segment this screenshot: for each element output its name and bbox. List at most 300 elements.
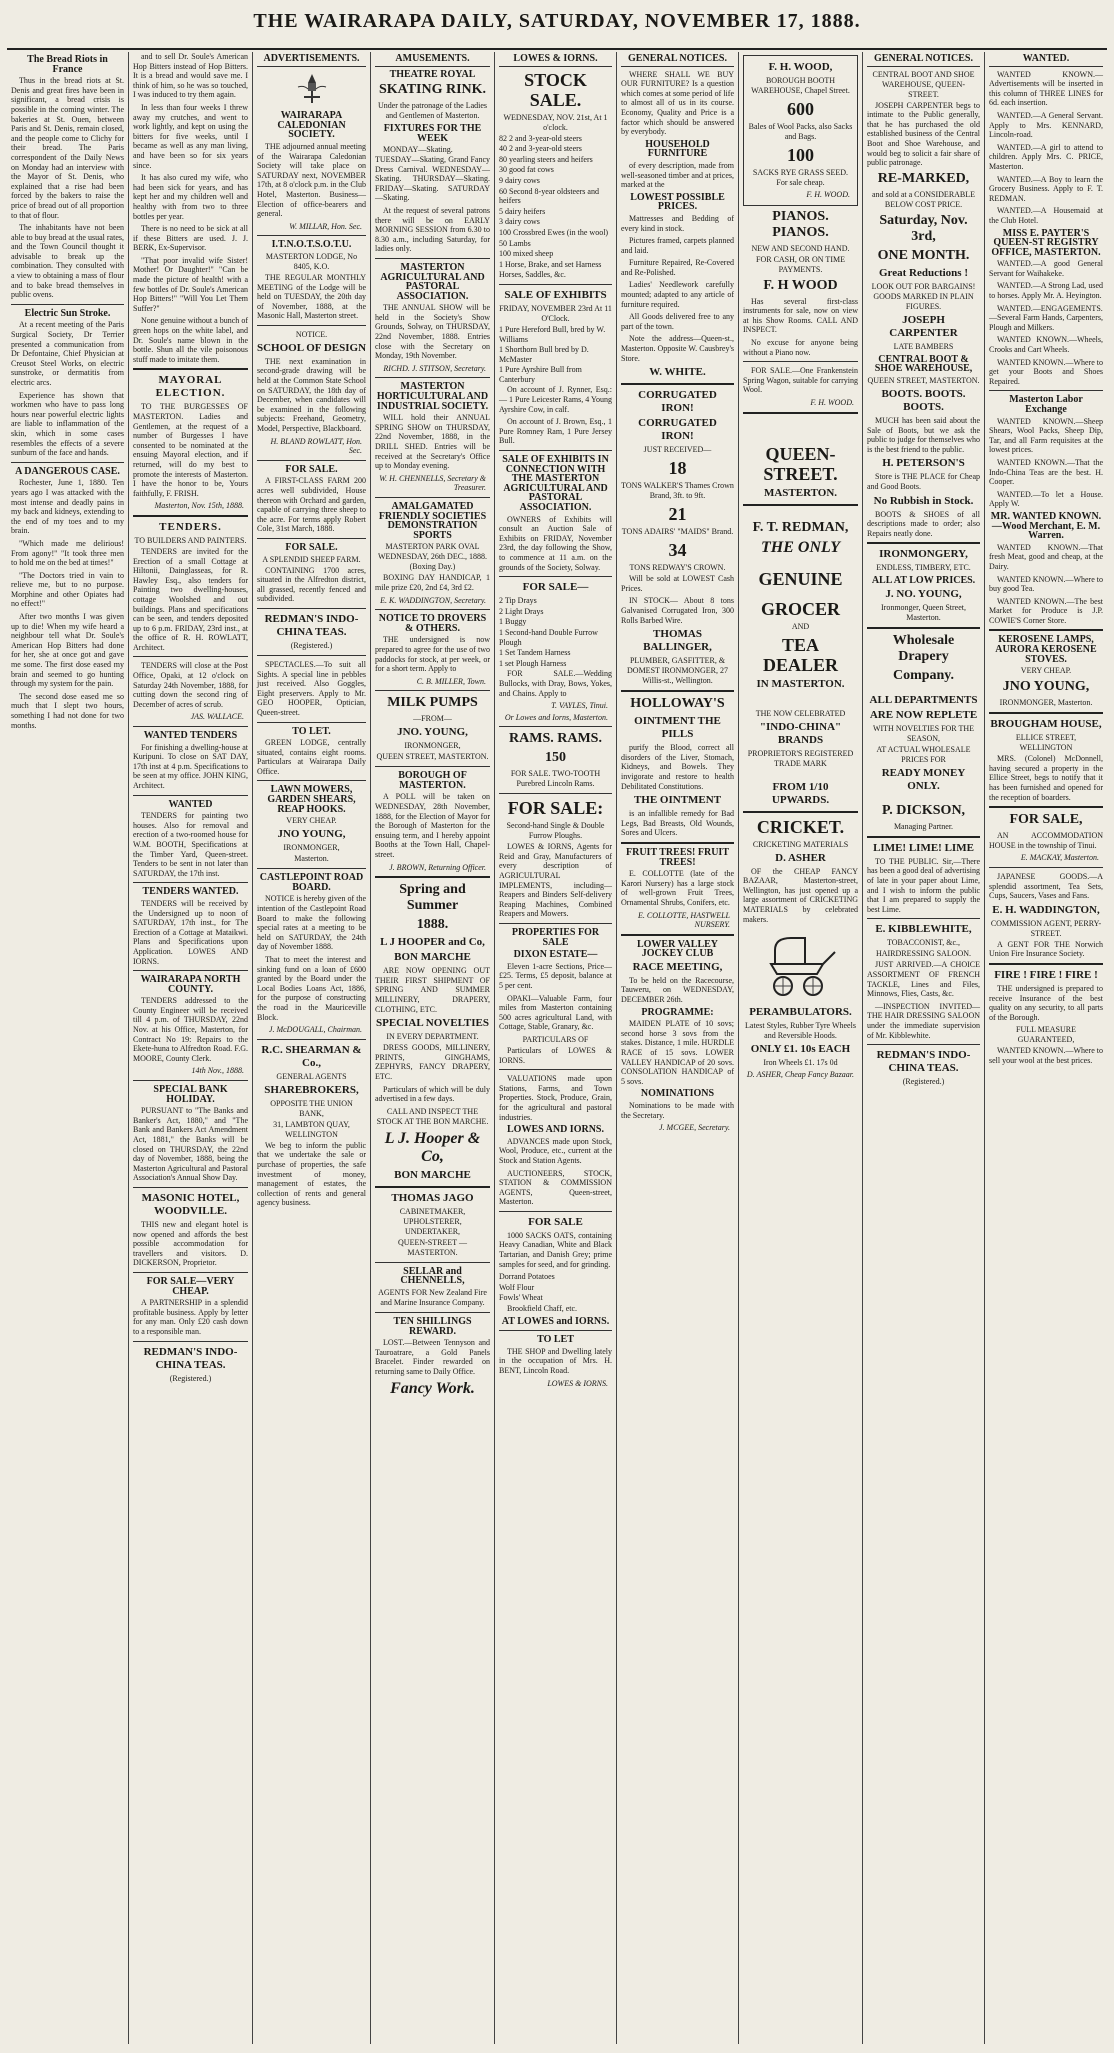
ad-heading: PIANOS. PIANOS.: [772, 208, 829, 240]
ad-heading: I.T.N.O.T.S.O.T.U.: [271, 239, 352, 251]
ad-text: OF the CHEAP FANCY BAZAAR, Masterton-street, Wellington, has just opened up a large assortment of CRICKETING MATERIALS by celebrated makers.: [743, 866, 858, 924]
ad-text: OPAKI—Valuable Farm, four miles from Masterton containing 500 acres agricultural Land, with Cottage, Stable, Granary, &c.: [499, 993, 612, 1032]
stock-list-item: 1 Shorthorn Bull bred by D. McMaster: [499, 345, 589, 364]
ad-heading: AMALGAMATED FRIENDLY SOCIETIES DEMONSTRATION SPORTS: [378, 500, 487, 541]
ad-subheading: CABINETMAKER, UPHOLSTERER, UNDERTAKER,: [399, 1206, 466, 1236]
ad-subheading: BOROUGH BOOTH WAREHOUSE, Chapel Street.: [751, 76, 850, 95]
ad-signature: E. K. WADDINGTON, Secretary.: [380, 595, 486, 605]
divider: [867, 627, 980, 629]
divider: [989, 963, 1103, 965]
divider: [621, 383, 734, 385]
ad-subheading: LATE BAMBERS: [893, 341, 954, 351]
divider: [133, 726, 248, 727]
ad-text: WANTED.—A good General Servant for Waihakeke.: [989, 259, 1103, 278]
ad-subheading: and sold at a CONSIDERABLE BELOW COST PRICE.: [871, 189, 976, 209]
ad-text: Particulars of which will be duly advertised in a few days.: [375, 1084, 490, 1104]
ad-heading: HOLLOWAY'S: [630, 696, 725, 712]
ad-text: JOSEPH CARPENTER begs to intimate to the Public generally, that he has purchased the old established business of the Central Boot and Shoe Warehouse, and would beg to solicit a fair share of public patronage.: [867, 100, 980, 168]
ad-signature: E. MACKAY, Masterton.: [1020, 853, 1099, 863]
article-paragraph: "The Doctors tried in vain to relieve me, but to no purpose. Morphine and other Opiates had no effect!": [11, 570, 124, 609]
divider: [499, 450, 612, 451]
divider: [499, 1330, 612, 1331]
stock-list-item: 1 set Plough Harness: [499, 658, 567, 668]
article-heading: A DANGEROUS CASE.: [15, 465, 120, 477]
divider: [499, 576, 612, 577]
column-4: [371, 52, 495, 2044]
ad-heading: SPECIAL NOVELTIES: [375, 1017, 489, 1030]
stock-list-item: 1 Second-hand Double Furrow Plough: [499, 627, 598, 647]
ad-heading: NOTICE TO DROVERS & OTHERS.: [378, 613, 487, 634]
ad-subheading: CRICKETING MATERIALS: [752, 839, 849, 849]
ad-text: THE next examination in second-grade drawing will be held at the Common State School on SATURDAY, the 18th day of December, when candidates will be examined in the following subjects: Freehand, Geometry, Model, Perspective, Blackboard.: [257, 356, 366, 434]
ad-text: 1000 SACKS OATS, containing Heavy Canadian, White and Black Tartarian, and Danish Grey; prime samples for seed, and for grinding.: [499, 1230, 612, 1269]
ad-text: FOR SALE.—Wedding Bullocks, with Dray, Bows, Yokes, and Chains. Apply to: [499, 669, 612, 698]
ad-heading: KEROSENE LAMPS, AURORA KEROSENE STOVES.: [995, 634, 1097, 665]
ad-text: WANTED KNOWN.—Where to sell your wool at the best prices.: [989, 1046, 1103, 1065]
ad-text: WANTED.—A girl to attend to children. Apply Mrs. C. PRICE, Masterton.: [989, 142, 1103, 171]
column-5: [495, 52, 617, 2044]
ad-heading: HOUSEHOLD FURNITURE: [645, 138, 710, 160]
ad-subheading: NOTICE.: [295, 329, 328, 339]
ad-heading: TO LET.: [292, 725, 331, 737]
ad-text: OWNERS of Exhibits will consult an Auction Sale of Exhibits on FRIDAY, November 23rd, the day following the Show, to commence at 11 a.m. on the grounds of the Society, Solway.: [499, 514, 612, 572]
ad-subheading: LOOK OUT FOR BARGAINS! GOODS MARKED IN PLAIN FIGURES.: [871, 281, 976, 311]
divider: [133, 795, 248, 796]
stock-list-item: 50 Lambs: [499, 238, 531, 248]
divider: [11, 304, 124, 305]
column-7: [739, 52, 863, 2044]
ad-subheading: ENDLESS, TIMBERY, ETC.: [876, 563, 971, 573]
ad-subheading: IRONMONGER, Masterton.: [999, 698, 1093, 708]
ad-text: LOST.—Between Tennyson and Tauroatrare, a Gold Panels Bracelet. Finder rewarded on returning same to Daily Office.: [375, 1338, 490, 1376]
divider: [375, 497, 490, 498]
ad-subheading: —FROM—: [413, 714, 452, 724]
ad-signature: C. B. MILLER, Town.: [416, 676, 486, 686]
ad-heading: JNO. YOUNG,: [397, 726, 468, 739]
ad-subheading: Iron Wheels £1. 17s 0d: [763, 1058, 838, 1068]
divider: [375, 876, 490, 878]
ad-heading: LAWN MOWERS, GARDEN SHEARS, REAP HOOKS.: [267, 784, 356, 815]
ad-text: WANTED KNOWN.—Sheep Shears, Wool Packs, Sheep Dip, Tar, and all Farm requisites at the lowest prices.: [989, 416, 1103, 455]
ad-text: THE ANNUAL SHOW will be held in the Society's Show Grounds, Solway, on THURSDAY, 22nd November, 1888. Entries close with the Secretary on Monday, 19th November.: [375, 303, 490, 361]
divider: [743, 504, 858, 506]
ad-heading: SELLAR and CHENNELLS,: [400, 1265, 465, 1287]
ad-subheading: TONS WALKER'S Thames Crown Brand, 3ft. to 9ft.: [621, 481, 734, 501]
ad-subheading: VERY CHEAP.: [1020, 666, 1072, 676]
divider: [257, 780, 366, 781]
ad-text: WANTED.—A General Servant. Apply to Mrs. KENNARD, Lincoln-road.: [989, 110, 1103, 140]
divider: [375, 690, 490, 691]
ad-text: MRS. (Colonel) McDonnell, having secured a property in the Ellice Street, begs to notify that it has been furnished and opened for the reception of boarders.: [989, 754, 1103, 802]
ad-text: A FIRST-CLASS FARM 200 acres well subdivided, House thereon with Orchard and garden, capable of carrying three sheep to the acre. For terms apply Robert Cole, 31st March, 1888.: [257, 476, 366, 534]
ad-text: TENDERS are invited for the Erection of a small Cottage at Hiltonii, Dainglasseas, for R. Hawley Esq., also tenders for Painting two dwelling-houses, cottage Woolshed and out buildings. Plans and specifications can be seen, and tenders deposited up to 6 p.m. FRIDAY, 23rd inst., at the office of R. H. ROWLATT, Architect.: [133, 546, 248, 652]
ad-heading: MILK PUMPS: [387, 695, 478, 711]
ad-heading: FOR SALE.: [285, 463, 338, 475]
ad-text: A GENT FOR THE Norwich Union Fire Insurance Society.: [989, 939, 1103, 959]
ad-heading: R.C. SHEARMAN & Co.,: [261, 1043, 362, 1069]
article-paragraph: The inhabitants have not been able to buy bread at the usual rates, and the Town Council thought it advisable to break up the combination. They consulted with a view to obtaining a mass of flour and to bake bread themselves in public ovens.: [11, 223, 124, 300]
divider: [133, 970, 248, 971]
ad-heading: RAMS. RAMS.: [509, 731, 602, 747]
divider: [743, 811, 858, 813]
ad-heading: MASONIC HOTEL, WOODVILLE.: [141, 1191, 240, 1217]
ad-text: MUCH has been said about the Sale of Boots, but we ask the public to judge for themselves who is the best friend to the public.: [867, 415, 980, 454]
divider: [621, 842, 734, 844]
column-heading: GENERAL NOTICES.: [867, 52, 980, 67]
ad-signature: T. VAYLES, Tinui.: [551, 701, 608, 711]
ad-heading: E. KIBBLEWHITE,: [875, 923, 972, 936]
ad-date: 14th Nov., 1888.: [191, 1066, 244, 1076]
masthead: [7, 4, 1107, 50]
ad-heading: RACE MEETING,: [632, 960, 723, 973]
ad-subheading: IRONMONGER,: [404, 741, 461, 751]
divider: [133, 368, 248, 370]
ad-heading: REDMAN'S INDO-CHINA TEAS.: [876, 1049, 971, 1075]
divider: [989, 867, 1103, 868]
ad-subheading: TONS ADAIRS' "MAIDS" Brand.: [621, 527, 734, 537]
divider: [499, 793, 612, 794]
ad-text: WANTED.—A Boy to learn the Grocery Business. Apply to F. T. REDMAN.: [989, 174, 1103, 203]
ad-heading: SALE OF EXHIBITS IN CONNECTION WITH THE MASTERTON AGRICULTURAL AND PASTORAL ASSOCIATION.: [502, 454, 609, 513]
ad-text: PURSUANT to "The Banks and Banker's Act, 1880," and "The Bank and Bankers Act Amendment Act, 1881," the Banks will be closed on THURSDAY, the 22nd day of November, 1888, being the Masterton Agricultural and Pastoral Association's Annual Show Day.: [133, 1106, 248, 1183]
ad-text: WANTED KNOWN.—Where to buy good Tea.: [989, 574, 1103, 594]
divider: [375, 609, 490, 610]
ad-heading: WANTED: [168, 798, 213, 810]
ad-heading: PROGRAMME:: [641, 1006, 714, 1018]
ad-subheading: A SPLENDID SHEEP FARM.: [262, 554, 361, 564]
stock-list-item: 100 mixed sheep: [499, 249, 554, 259]
ad-subheading: PLUMBER, GASFITTER, & DOMEST IRONMONGER, 27 Willis-st., Wellington.: [627, 656, 728, 686]
divider: [133, 1341, 248, 1342]
ad-subheading: THE NOW CELEBRATED: [755, 708, 846, 718]
ad-text: A PARTNERSHIP in a splendid profitable business. Apply by letter for any man. Only £20 cash down to a responsible man.: [133, 1298, 248, 1336]
ad-text: TENDERS for painting two houses. Also for removal and erection of a two-roomed house for W.M. BOOTH, Specifications at the Timber Yard, Queen-street. Tenders to be sent in not later than SATURDAY, the 17th inst.: [133, 811, 248, 878]
ad-heading: CRICKET.: [756, 816, 845, 837]
section-heading: TENDERS.: [159, 520, 222, 533]
ad-heading: NOMINATIONS: [640, 1088, 715, 1100]
divider: [989, 390, 1103, 391]
divider: [499, 1069, 612, 1070]
divider: [257, 1039, 366, 1040]
ad-signature: D. ASHER, Cheap Fancy Bazaar.: [746, 1070, 854, 1080]
ad-heading: CENTRAL BOOT & SHOE WAREHOUSE,: [874, 353, 973, 375]
ad-signature: E. COLLOTTE, HASTWELL NURSERY.: [637, 910, 730, 930]
ad-text: TENDERS addressed to the County Engineer will be received till 4 p.m. of THURSDAY, 22nd Nov. at his Office, Masterton, for Contract No 19: Repairs to the Ekete-huna to Alfredton Road. F.G. MOORE, County Clerk.: [133, 996, 248, 1063]
ad-text: TENDERS will be received by the Undersigned up to noon of SATURDAY, 17th inst., for The Erection of a Cottage at Mataikwi. Plans and Specifications upon Application. LOWES AND IORNS.: [133, 898, 248, 966]
ad-heading: Masterton Labor Exchange: [1009, 394, 1083, 415]
ad-heading: THOMAS BALLINGER,: [643, 628, 712, 654]
ad-heading: FOR SALE,: [1009, 812, 1083, 828]
ad-subheading: (Registered.): [169, 1373, 212, 1383]
ad-heading: JNO YOUNG,: [1002, 679, 1090, 695]
ad-heading: MASTERTON.: [763, 486, 838, 499]
ad-text: Store is THE PLACE for Cheap and Good Boots.: [867, 472, 980, 491]
ad-heading: F. T. REDMAN,: [752, 519, 849, 535]
divider: [375, 766, 490, 767]
article-paragraph: and to sell Dr. Soule's American Hop Bitters instead of Hop Bitters. It is a bread and would save me. I think of him, so he was so touched, I was induced to try them again.: [133, 52, 248, 100]
ad-text: VALUATIONS made upon Stations, Farms, and Town Properties. Stock, Produce, Grain, for the agricultural and pastoral industries.: [499, 1074, 612, 1122]
ad-text: CONTAINING 1700 acres, situated in the Alfredton district, all grassed, recently fenced and subdivided.: [257, 565, 366, 604]
column-2: [129, 52, 253, 2044]
divider: [257, 538, 366, 539]
divider: [867, 1044, 980, 1045]
ad-text: Eleven 1-acre Sections, Price—£25. Terms, £5 deposit, balance at 5 per cent.: [499, 961, 612, 990]
ad-signature: F. H. WOOD.: [806, 190, 850, 199]
ad-text: FOR SALE.—One Frankenstein Spring Wagon, suitable for carrying Wool.: [743, 366, 858, 395]
article-paragraph: Rochester, June 1, 1880. Ten years ago I was attacked with the most intense and deadly pains in my back and kidneys, extending to the end of my toes and to my brain.: [11, 478, 124, 536]
divider: [375, 377, 490, 378]
ad-text: JUST ARRIVED.—A CHOICE ASSORTMENT OF FRENCH TACKLE, Lines and Files, Minnows, Flies, Casts, &c.: [867, 960, 980, 999]
ad-heading: F. H. WOOD,: [768, 61, 833, 73]
ad-text: WANTED KNOWN.—That the Indo-China Teas are the best. H. Cooper.: [989, 457, 1103, 487]
ad-subheading: WEDNESDAY, NOV. 21st, At 1 o'clock.: [503, 112, 608, 132]
ad-heading: FRUIT TREES! FRUIT TREES!: [626, 846, 729, 868]
ad-text: On account of J. Rynner, Esq.:— 1 Pure Leicester Rams, 4 Young Ayrshire Cow, in calf.: [499, 385, 612, 414]
divider: [257, 868, 366, 869]
ad-subheading: CALL AND INSPECT THE STOCK AT THE BON MARCHE.: [376, 1106, 489, 1126]
ad-text: DRESS GOODS, MILLINERY, PRINTS, GINGHAMS, ZEPHYRS, FANCY DRAPERY, ETC.: [375, 1043, 490, 1081]
ad-heading: W. WHITE.: [649, 366, 706, 379]
ad-heading: 1888.: [416, 917, 449, 933]
ad-heading: READY MONEY ONLY.: [881, 766, 966, 792]
divider: [375, 258, 490, 259]
ad-subheading: OPPOSITE THE UNION BANK,: [270, 1098, 353, 1118]
stock-list: [499, 325, 612, 385]
ad-heading: PROPERTIES FOR SALE: [511, 927, 600, 948]
stock-list-item: 2 Light Drays: [499, 606, 544, 616]
ad-text: purify the Blood, correct all disorders of the Liver, Stomach, Kidneys, and Bowels. They invigorate and restore to health Debilitated Constitutions.: [621, 743, 734, 791]
stock-list-item: 80 yearling steers and heifers: [499, 154, 593, 164]
ad-heading: LOWER VALLEY JOCKEY CLUB: [636, 938, 719, 960]
divider: [743, 361, 858, 362]
divider: [499, 726, 612, 727]
article-heading: The Bread Riots in France: [27, 54, 108, 75]
divider: [621, 690, 734, 692]
ad-heading: BOOTS. BOOTS. BOOTS.: [881, 387, 966, 413]
ad-text: is an infallible remedy for Bad Legs, Bad Breasts, Old Wounds, Sores and Ulcers.: [621, 809, 734, 838]
ad-subheading: CENTRAL BOOT AND SHOE WAREHOUSE, QUEEN-STREET.: [872, 69, 975, 99]
ad-signature: F. H. WOOD.: [810, 397, 854, 407]
ad-text: To be held on the Racecourse, Tauweru, on WEDNESDAY, DECEMBER 26th.: [621, 975, 734, 1005]
ad-heading: 34: [668, 540, 687, 561]
ad-heading: MISS E. PAYTER'S QUEEN-ST REGISTRY OFFICE, MASTERTON.: [991, 227, 1101, 258]
stock-list-item: 1 Set Tandem Harness: [499, 648, 571, 658]
ad-heading: F. H WOOD: [763, 277, 838, 293]
ad-heading: WAIRARAPA NORTH COUNTY.: [140, 974, 241, 995]
ad-signature: W. MILLAR, Hon. Sec.: [289, 221, 362, 231]
ad-text: GREEN LODGE, centrally situated, contains eight rooms. Particulars at Wairarapa Daily Office.: [257, 738, 366, 776]
stock-list: [499, 1272, 612, 1303]
ad-heading: AT LOWES and IORNS.: [501, 1315, 610, 1327]
divider: [257, 608, 366, 609]
article-paragraph: None genuine without a bunch of green hops on the white label, and Dr. Soule's name blown in the bottle. Shun all the vile poisonous stuff made to imitate them.: [133, 316, 248, 364]
ad-text: ADVANCES made upon Stock, Wool, Produce, etc., current at the Stock and Station Agents.: [499, 1136, 612, 1165]
article-paragraph: In less than four weeks I threw away my crutches, and went to work lightly, and kept on using the bitters for five weeks, until I became as well as any man living, and have been so for six years since.: [133, 102, 248, 170]
ad-heading: TEN SHILLINGS REWARD.: [393, 1315, 472, 1337]
ad-subheading: Managing Partner.: [893, 821, 954, 831]
ad-heading: DIXON ESTATE—: [513, 949, 598, 961]
stock-list-item: 2 Tip Drays: [499, 596, 537, 606]
ad-heading: THE OINTMENT: [633, 794, 722, 807]
ad-text: Mattresses and Bedding of every kind in stock.: [621, 213, 734, 233]
ad-heading: WAIRARAPA CALEDONIAN SOCIETY.: [277, 110, 346, 141]
ad-signature: LOWES & IORNS.: [547, 1378, 608, 1388]
ad-heading: TENDERS WANTED.: [142, 886, 239, 898]
ad-text: TO THE BURGESSES OF MASTERTON. Ladies and Gentlemen, at the request of a number of Burgesses I have consented to be nominated at the ensuing Mayoral election, and if returned, will do my best to promote the interests of Masterton. I have the honor to be, Yours faithfully, F. FRISH.: [133, 402, 248, 498]
ad-subheading: VERY CHEAP.: [286, 816, 337, 826]
divider: [257, 722, 366, 723]
thistle-icon: [257, 71, 366, 108]
ad-heading: CORRUGATED IRON!: [638, 417, 717, 443]
ad-text: A POLL will be taken on WEDNESDAY, 28th November, 1888, for the Election of Mayor for the Borough of Masterton for the ensuing term, and I hereby appoint Booths at the Town Hall, Chapel-street.: [375, 792, 490, 860]
ad-text: For finishing a dwelling-house at Kuripuni. To close on SAT DAY, 17th inst at 4 p.m. Specifications to be seen at my office. JOHN KING, Architect.: [133, 742, 248, 790]
column-1: [7, 52, 129, 2044]
stock-list-item: Dorrand Potatoes: [499, 1272, 555, 1282]
divider: [989, 629, 1103, 631]
ad-subheading: FRIDAY, NOVEMBER 23rd At 11 O'Clock.: [499, 303, 612, 323]
stock-list: [499, 134, 612, 280]
ad-heading: ONLY £1. 10s EACH: [750, 1043, 851, 1056]
masthead-title: THE WAIRARAPA DAILY, SATURDAY, NOVEMBER 17, 1888.: [253, 10, 861, 32]
ad-heading: FIRE ! FIRE ! FIRE !: [994, 968, 1098, 981]
ad-heading: BOROUGH OF MASTERTON.: [398, 770, 467, 791]
ad-subheading: (Registered.): [290, 640, 333, 650]
ad-heading: BROUGHAM HOUSE,: [990, 718, 1102, 731]
column-heading: ADVERTISEMENTS.: [257, 52, 366, 67]
ad-heading: Wholesale Drapery: [892, 632, 955, 664]
ad-heading: FOR SALE.: [285, 541, 338, 553]
ad-heading: TO LET: [537, 1334, 574, 1346]
ad-text: WANTED KNOWN.—Wheels, Crooks and Cart Wheels.: [989, 335, 1103, 355]
divider: [133, 1272, 248, 1273]
column-3: [253, 52, 371, 2044]
ad-subheading: HAIRDRESSING SALOON.: [875, 949, 972, 959]
ad-text: BOXING DAY HANDICAP, 1 mile prize £20, 2nd £4, 3rd £2.: [375, 573, 490, 592]
ad-heading: OINTMENT THE PILLS: [634, 715, 721, 741]
ad-subheading: FOR CASH, OR ON TIME PAYMENTS.: [756, 254, 845, 274]
divider: [499, 284, 612, 285]
ad-signature: J. MCGEE, Secretary.: [658, 1123, 730, 1133]
ad-heading: FOR SALE—: [522, 581, 589, 594]
ad-heading: TEA DEALER: [762, 634, 838, 675]
ad-heading: FIXTURES FOR THE WEEK: [383, 123, 482, 144]
ad-signature: J. McDOUGALL, Chairman.: [268, 1025, 362, 1035]
ad-heading: ALL DEPARTMENTS: [869, 693, 978, 706]
ad-text: WANTED.—A Strong Lad, used to horses. Apply Mr. A. Heyington.: [989, 281, 1103, 301]
ad-heading: LOWEST POSSIBLE PRICES.: [630, 191, 725, 213]
stock-list-item: 3 dairy cows: [499, 217, 540, 227]
ad-heading: LIME! LIME! LIME: [873, 841, 974, 854]
ad-signature: JAS. WALLACE.: [190, 712, 244, 722]
ad-heading: BON MARCHE: [394, 951, 471, 964]
stock-list-item: 60 Second 8-year oldsteers and heifers: [499, 186, 599, 206]
ad-heading: PERAMBULATORS.: [749, 1006, 852, 1019]
ad-subheading: Bales of Wool Packs, also Sacks and Bags.: [748, 122, 853, 141]
divider: [257, 325, 366, 326]
column-heading: GENERAL NOTICES.: [621, 52, 734, 67]
ad-text: WANTED.—A Housemaid at the Club Hotel.: [989, 206, 1103, 225]
ad-text: of every description, made from well-seasoned timber and at prices, marked at the: [621, 160, 734, 190]
ad-text: WANTED KNOWN.—The best Market for Produce is J.P. COWIE'S Corner Store.: [989, 596, 1103, 625]
ad-subheading: TONS REDWAY'S CROWN.: [629, 563, 726, 573]
ad-text: MONDAY—Skating. TUESDAY—Skating, Grand Fancy Dress Carnival. WEDNESDAY—Skating. THURSDAY—Skating. FRIDAY—Skating. SATURDAY—Skating.: [375, 145, 490, 203]
stock-list-item: 82 2 and 3-year-old steers: [499, 133, 582, 143]
ad-heading: SHAREBROKERS,: [264, 1083, 359, 1096]
ad-subheading: IRONMONGER,: [283, 843, 340, 853]
ad-text: We beg to inform the public that we undertake the sale or purchase of properties, the safe investment of money, management of estates, the collection of rents and general agency business.: [257, 1140, 366, 1208]
divider: [867, 542, 980, 544]
ad-subheading: MASTERTON LODGE, No 8405, K.O.: [265, 251, 358, 271]
divider: [11, 462, 124, 463]
ad-text: TO THE PUBLIC. Sir,—There has been a good deal of advertising of late in your paper about Lime, and I wish to inform the public that I am prepared to supply the best Lime.: [867, 856, 980, 914]
ad-heading: WANTED TENDERS: [143, 730, 238, 742]
divider: [257, 460, 366, 461]
ad-heading: L J HOOPER and Co,: [380, 936, 485, 949]
ad-text: ARE NOW OPENING OUT THEIR FIRST SHIPMENT OF SPRING AND SUMMER MILLINERY, DRAPERY, CLOTHING, ETC.: [375, 966, 490, 1014]
ad-heading: MASTERTON AGRICULTURAL AND PASTORAL ASSOCIATION.: [380, 261, 485, 302]
ad-text: Has several first-class instruments for sale, now on view at his Show Rooms. CALL AND INSPECT.: [743, 296, 858, 335]
ad-text: Pictures framed, carpets planned and laid.: [621, 236, 734, 255]
ad-text: All Goods delivered free to any part of the town.: [621, 312, 734, 331]
ad-heading: MAYORAL ELECTION.: [155, 374, 226, 400]
divider: [867, 836, 980, 838]
ad-subheading: COMMISSION AGENT, PERRY-STREET.: [990, 918, 1102, 938]
ad-subheading: PARTICULARS OF: [522, 1034, 589, 1044]
ad-signature: H. BLAND ROWLATT, Hon. Sec.: [270, 436, 362, 456]
article-paragraph: It has also cured my wife, who had been sick for years, and has kept her and my children well and healthy with from two to three bottles per year.: [133, 173, 248, 221]
divider: [989, 712, 1103, 714]
ad-heading: SKATING RINK.: [378, 82, 487, 98]
ad-subheading: GENERAL AGENTS: [276, 1071, 347, 1081]
ad-heading: E. H. WADDINGTON,: [992, 903, 1100, 916]
stock-list-item: 100 Crossbred Ewes (in the wool): [499, 227, 609, 237]
ad-subheading: AT ACTUAL WHOLESALE PRICES FOR: [876, 744, 971, 764]
ad-heading: MASTERTON HORTICULTURAL AND INDUSTRIAL SOCIETY.: [376, 381, 489, 412]
divider: [133, 515, 248, 517]
ad-signature: J. BROWN, Returning Officer.: [389, 862, 486, 872]
ad-heading: D. ASHER: [775, 851, 826, 864]
ad-heading: ARE NOW REPLETE: [869, 708, 978, 721]
ad-heading: SCHOOL OF DESIGN: [257, 341, 367, 354]
ad-text: THE REGULAR MONTHLY MEETING of the Lodge will be held on TUESDAY, the 20th day of November, 1888, at the Masonic Hall, Masterton street.: [257, 272, 366, 321]
ad-text: THE adjourned annual meeting of the Wairarapa Caledonian Society will take place on SATURDAY next, NOVEMBER 17th, at 8 o'clock p.m. in the Club Hotel, Masterton. Business—Election of office-bearers and general.: [257, 141, 366, 219]
divider: [375, 1262, 490, 1263]
newspaper-page: [7, 4, 1107, 2044]
ad-date: Masterton, Nov. 15th, 1888.: [154, 501, 244, 511]
ad-text: That to meet the interest and sinking fund on a loan of £600 granted by the Board under the Local Bodies Loans Act, 1886, for the purpose of constructing the road in the Mauriceville Block.: [257, 955, 366, 1022]
ad-text: No excuse for anyone being without a Piano now.: [743, 337, 858, 357]
ad-heading: 21: [668, 504, 687, 525]
ad-heading: Fancy Work.: [390, 1379, 475, 1397]
ad-subheading: Under the patronage of the Ladies and Gentlemen of Masterton.: [377, 101, 488, 121]
ad-text: WANTED.—To let a House. Apply W.: [989, 489, 1103, 509]
ad-text: IN STOCK— About 8 tons Galvanised Corrugated Iron, 300 Rolls Barbed Wire.: [621, 596, 734, 625]
ad-subheading: AGENTS FOR New Zealand Fire and Marine Insurance Company.: [378, 1287, 487, 1307]
divider: [621, 934, 734, 936]
ad-text: JAPANESE GOODS.—A splendid assortment, Tea Sets, Cups, Saucers, Vases and Fans.: [989, 872, 1103, 901]
ad-heading: REDMAN'S INDO-CHINA TEAS.: [143, 1345, 238, 1371]
ad-subheading: MASTERTON PARK OVAL WEDNESDAY, 26th DEC., 1888. (Boxing Day.): [377, 542, 488, 572]
divider: [133, 1187, 248, 1188]
ad-subheading: TO BUILDERS AND PAINTERS.: [134, 535, 247, 545]
divider: [257, 235, 366, 236]
ad-subheading: QUEEN-STREET — MASTERTON.: [398, 1237, 467, 1257]
ad-signature: W. H. CHENNELLS, Secretary & Treasurer.: [379, 473, 486, 493]
ad-text: —INSPECTION INVITED— THE HAIR DRESSING SALOON under the immediate supervision of Mr. Kibblewhite.: [867, 1001, 980, 1040]
stock-list: [499, 596, 612, 668]
ad-subheading: IN EVERY DEPARTMENT.: [386, 1032, 479, 1042]
ad-subheading: Second-hand Single & Double Furrow Ploughs.: [506, 821, 605, 841]
